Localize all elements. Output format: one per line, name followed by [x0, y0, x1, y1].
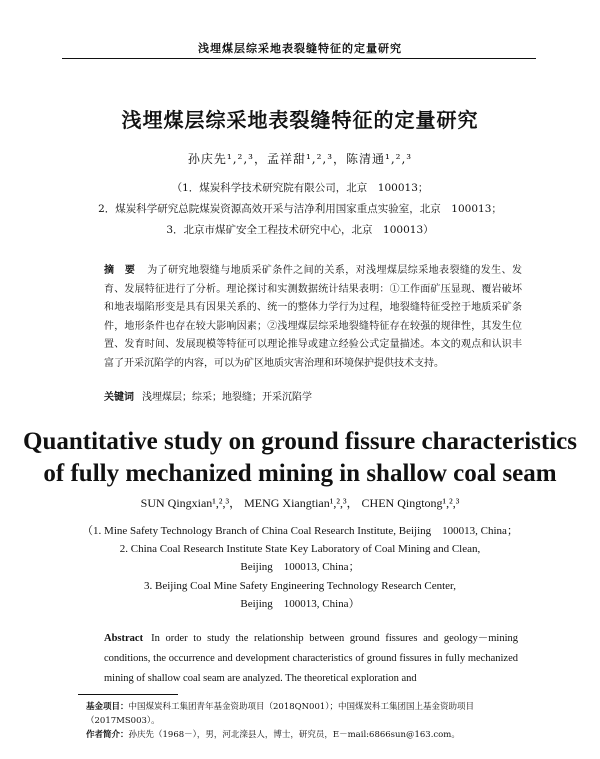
chinese-affiliations [0, 178, 600, 241]
chinese-title: 浅埋煤层综采地表裂缝特征的定量研究 [121, 108, 479, 132]
footnote-rule [78, 694, 178, 695]
footnotes [86, 700, 526, 742]
english-authors: SUN Qingxian¹,²,³， MENG Xiangtian¹,²,³， CHEN Qingtong¹,²,³ [140, 496, 460, 510]
fund-footnote [86, 700, 526, 728]
english-affiliation-line: 3. Beijing Coal Mine Safety Engineering Technology Research Center, [143, 579, 456, 592]
english-title-line: Quantitative study on ground fissure characteristics [23, 428, 577, 455]
chinese-abstract [104, 262, 522, 374]
chinese-authors: 孙庆先¹,²,³，孟祥甜¹,²,³，陈清通¹,²,³ [187, 152, 413, 166]
chinese-keywords-text: 浅埋煤层；综采；地裂缝；开采沉陷学 [142, 392, 312, 403]
english-title-line: of fully mechanized mining in shallow coal seam [43, 460, 557, 487]
running-header: 浅埋煤层综采地表裂缝特征的定量研究 [198, 42, 402, 55]
english-affiliation-line: （1. Mine Safety Technology Branch of China Coal Research Institute, Beijing 100013, China； [82, 525, 518, 537]
english-abstract [104, 629, 518, 689]
author-footnote [86, 728, 526, 742]
author-bio-label: 作者简介： [86, 730, 129, 740]
chinese-keywords [104, 388, 524, 403]
chinese-affiliation-line: （1．煤炭科学技术研究院有限公司，北京 100013； [171, 182, 429, 194]
chinese-abstract-label: 摘 要 [104, 265, 136, 276]
fund-text: 中国煤炭科工集团青年基金资助项目（2018QN001）；中国煤炭科工集团国上基金资助项目（2017MS003）。 [86, 702, 475, 726]
fund-label: 基金项目： [86, 702, 129, 712]
english-affiliation-line: 2. China Coal Research Institute State Key Laboratory of Coal Mining and Clean, [119, 543, 481, 556]
header-rule [62, 58, 536, 59]
english-affiliation-line: Beijing 100013, China） [240, 597, 360, 610]
english-abstract-text: In order to study the relationship between ground fissures and geology－mining conditions, the occurrence and development characteristics of ground fissures in fully mechanized mining of shallow coal seam are analyzed. The theoretical exploration and [104, 633, 518, 684]
chinese-affiliation-line: 2．煤炭科学研究总院煤炭资源高效开采与洁净利用国家重点实验室，北京 100013； [98, 203, 502, 215]
english-affiliation-line: Beijing 100013, China； [240, 561, 360, 574]
chinese-keywords-label: 关键词 [104, 392, 134, 403]
chinese-abstract-text: 为了研究地裂缝与地质采矿条件之间的关系，对浅埋煤层综采地表裂缝的发生、发育、发展特征进行了分析。理论探讨和实测数据统计结果表明：①工作面矿压显现、覆岩破坏和地表塌陷形变是具有因果关系的、统一的整体力学行为过程，地裂缝特征受控于地质采矿条件，地形条件也存在较大影响因素；②浅埋煤层综采地裂缝特征存在较强的规律性，其发生位置、发育时间、发展现模等特征可以理论推导或建立经验公式定量描述。本文的观点和认识丰富了开采沉陷学的内容，可以为矿区地质灾害治理和环境保护提供技术支持。 [104, 265, 523, 369]
english-title [0, 426, 600, 490]
english-affiliations [0, 522, 600, 613]
author-bio-text: 孙庆先（1968－），男，河北滦县人，博士，研究员，E－mail:6866sun@163.com。 [128, 730, 460, 740]
english-abstract-label: Abstract [104, 633, 144, 644]
chinese-affiliation-line: 3．北京市煤矿安全工程技术研究中心，北京 100013） [166, 224, 434, 236]
